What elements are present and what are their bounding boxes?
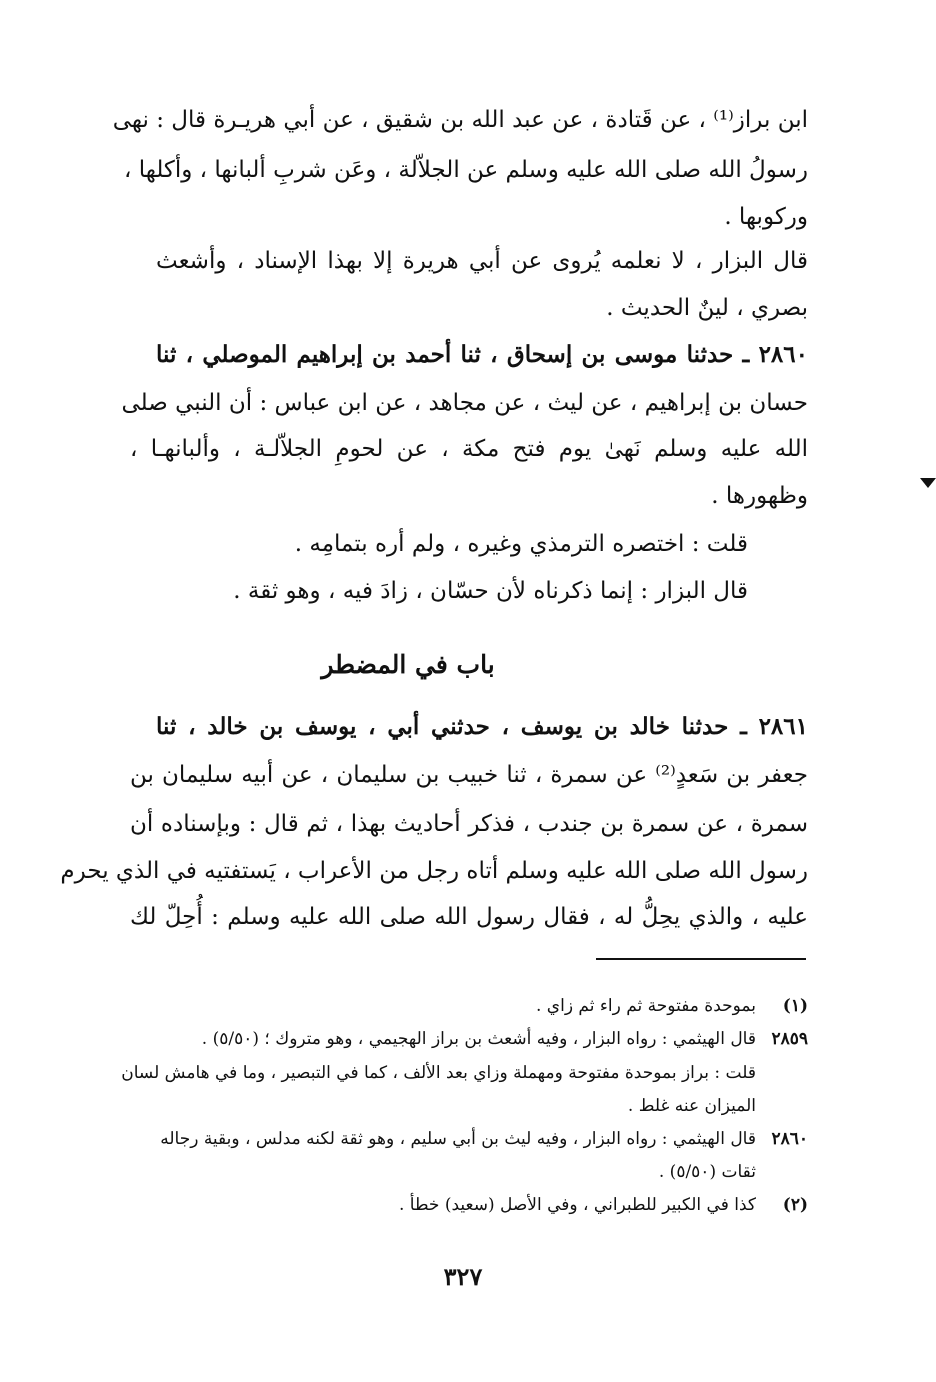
hadith-2860-line: ٢٨٦٠ ـ حدثنا موسى بن إسحاق ، ثنا أحمد بن إبراهيم الموصلي ، ثنا xyxy=(156,341,808,368)
footnote-text: قال الهيثمي : رواه البزار ، وفيه ليث بن أبي سليم ، وهو ثقة لكنه مدلس ، وبقية رجاله xyxy=(160,1129,756,1149)
footnote-number: (١) xyxy=(782,996,808,1016)
footnote-text: ثقات (٥/٥٠) . xyxy=(658,1162,756,1182)
hadith-2861-line: ٢٨٦١ ـ حدثنا خالد بن يوسف ، حدثني أبي ، يوسف بن خالد ، ثنا xyxy=(156,713,808,740)
footnote-number: ٢٨٦٠ xyxy=(771,1129,808,1149)
body-line: سمرة ، عن سمرة بن جندب ، فذكر أحاديث بهذا ، ثم قال : وبإسناده أن xyxy=(130,811,808,837)
footnote-text: الميزان عنه غلط . xyxy=(627,1096,756,1116)
body-line: قلت : اختصره الترمذي وغيره ، ولم أره بتمامِه . xyxy=(294,531,748,557)
body-line: الله عليه وسلم نَهىٰ يوم فتح مكة ، عن لحومِ الجلاّلـة ، وألبانهـا ، xyxy=(130,436,808,462)
scan-mark-icon xyxy=(920,478,936,488)
body-line: جعفر بن سَعدٍ⁽²⁾ عن سمرة ، ثنا خبيب بن سليمان ، عن أبيه سليمان بن xyxy=(130,762,808,788)
footnote-number: (٢) xyxy=(782,1195,808,1215)
footnote-text: قال الهيثمي : رواه البزار ، وفيه أشعث بن براز الهجيمي ، وهو متروك ؛ (٥/٥٠) . xyxy=(201,1029,756,1049)
body-line: قال البزار ، لا نعلمه يُروى عن أبي هريرة إلا بهذا الإسناد ، وأشعث xyxy=(156,248,808,274)
section-heading: باب في المضطر xyxy=(321,650,495,679)
body-line: رسول الله صلى الله عليه وسلم أتاه رجل من الأعراب ، يَستفتيه في الذي يحرم xyxy=(60,858,808,884)
body-line: وظهورها . xyxy=(711,483,808,509)
body-line: وركوبها . xyxy=(724,204,808,230)
body-line: عليه ، والذي يحِلُّ له ، فقال رسول الله صلى الله عليه وسلم : أُحِلّ لك xyxy=(130,904,808,930)
footnote-rule xyxy=(596,958,806,960)
page-number: ٣٢٧ xyxy=(443,1262,483,1291)
footnote-number: ٢٨٥٩ xyxy=(771,1029,808,1049)
body-line: قال البزار : إنما ذكرناه لأن حسّان ، زادَ فيه ، وهو ثقة . xyxy=(233,578,748,604)
body-line: ابن براز⁽¹⁾ ، عن قَتادة ، عن عبد الله بن شقيق ، عن أبي هريـرة قال : نهى xyxy=(112,107,808,133)
body-line: حسان بن إبراهيم ، عن ليث ، عن مجاهد ، عن ابن عباس : أن النبي صلى xyxy=(121,390,808,416)
footnote-text: بموحدة مفتوحة ثم راء ثم زاي . xyxy=(535,996,756,1016)
footnote-text: كذا في الكبير للطبراني ، وفي الأصل (سعيد) خطأ . xyxy=(398,1195,756,1215)
body-line: رسولُ الله صلى الله عليه وسلم عن الجلاّلة ، وعَن شربِ ألبانها ، وأكلها ، xyxy=(123,157,808,183)
footnote-text: قلت : براز بموحدة مفتوحة ومهملة وزاي بعد الألف ، كما في التبصير ، وما في هامش لسان xyxy=(121,1063,756,1083)
body-line: بصري ، لينٌ الحديث . xyxy=(606,295,808,321)
